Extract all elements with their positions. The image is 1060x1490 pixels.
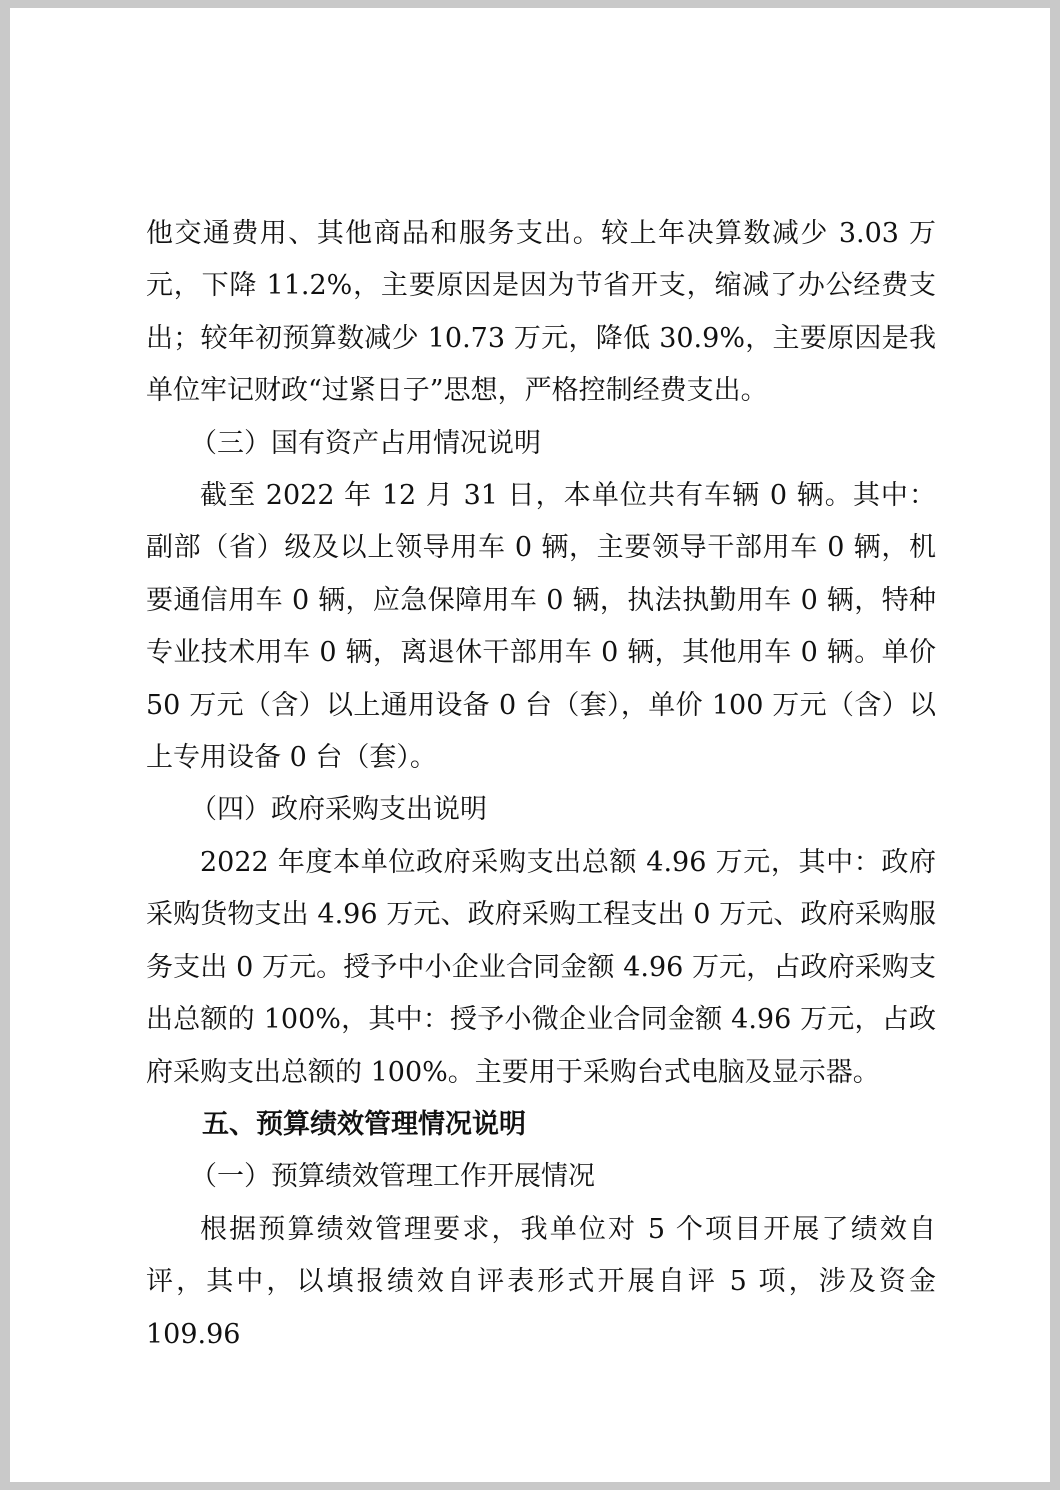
heading-state-assets: （三）国有资产占用情况说明 [190,427,541,459]
paragraph-government-procurement: 2022 年度本单位政府采购支出总额 4.96 万元，其中：政府采购货物支出 4.96 万元、政府采购工程支出 0 万元、政府采购服务支出 0 万元。授予中小企业合同金额 4.96 万元，占政府采购支出总额的 100%，其中：授予小微企业合同金额 4.96 万元，占政府采购支出总额的 100%。主要用于采购台式电脑及显示器。 [146,846,936,1088]
heading-performance-management: 五、预算绩效管理情况说明 [202,1108,526,1140]
heading-government-procurement: （四）政府采购支出说明 [190,794,487,826]
paragraph-vehicle-expense-continuation: 他交通费用、其他商品和服务支出。较上年决算数减少 3.03 万元，下降 11.2%，主要原因是因为节省开支，缩减了办公经费支出；较年初预算数减少 10.73 万元，降低 30.9%，主要原因是我单位牢记财政“过紧日子”思想，严格控制经费支出。 [146,218,936,407]
document-page [10,8,1050,1482]
paragraph-performance-work: 根据预算绩效管理要求，我单位对 5 个项目开展了绩效自评，其中，以填报绩效自评表形式开展自评 5 项，涉及资金 109.96 [146,1213,936,1350]
paragraph-state-assets: 截至 2022 年 12 月 31 日，本单位共有车辆 0 辆。其中：副部（省）级及以上领导用车 0 辆，主要领导干部用车 0 辆，机要通信用车 0 辆，应急保障用车 0 辆，执法执勤用车 0 辆，特种专业技术用车 0 辆，离退休干部用车 0 辆，其他用车 0 辆。单价 50 万元（含）以上通用设备 0 台（套），单价 100 万元（含）以上专用设备 0 台（套）。 [146,480,936,774]
document-body [146,208,936,1361]
heading-performance-work: （一）预算绩效管理工作开展情况 [190,1161,595,1193]
